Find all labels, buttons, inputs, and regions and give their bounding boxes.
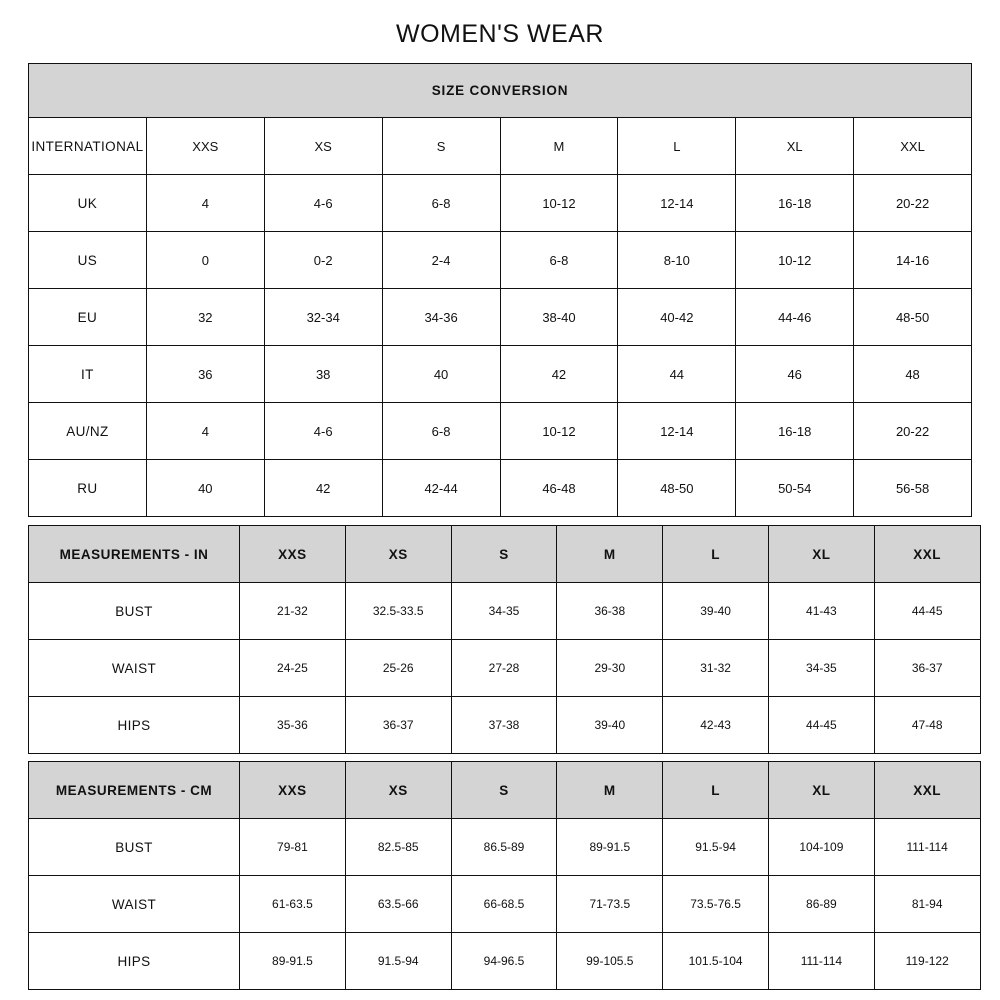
table-banner-row [29,64,972,118]
cell: 50-54 [736,460,854,517]
cell: 79-81 [240,819,346,876]
table-row [29,876,981,933]
cell: 40-42 [618,289,736,346]
cell: 2-4 [382,232,500,289]
cell: 31-32 [663,640,769,697]
cell: 27-28 [451,640,557,697]
cell: 39-40 [557,697,663,754]
cell: 4 [146,403,264,460]
column-header-m: M [557,762,663,819]
cell: 56-58 [854,460,972,517]
cell: 48-50 [854,289,972,346]
cell: 10-12 [500,403,618,460]
column-header-xs: XS [264,118,382,175]
cell: 94-96.5 [451,933,557,990]
cell: 40 [382,346,500,403]
table-header-row [29,118,972,175]
cell: 4-6 [264,175,382,232]
cell: 73.5-76.5 [663,876,769,933]
row-label: IT [29,346,147,403]
column-header-xs: XS [345,526,451,583]
table-row [29,289,972,346]
table-row [29,346,972,403]
cell: 71-73.5 [557,876,663,933]
cell: 91.5-94 [345,933,451,990]
cell: 34-35 [451,583,557,640]
measurements-cm-table [28,761,981,990]
row-label: WAIST [29,640,240,697]
cell: 46 [736,346,854,403]
table-row [29,460,972,517]
column-header-xs: XS [345,762,451,819]
cell: 6-8 [382,403,500,460]
cell: 61-63.5 [240,876,346,933]
cell: 16-18 [736,175,854,232]
row-label: BUST [29,583,240,640]
column-header-xxs: XXS [240,762,346,819]
row-label: HIPS [29,933,240,990]
column-header-s: S [382,118,500,175]
cell: 20-22 [854,175,972,232]
column-header-xl: XL [736,118,854,175]
row-label: HIPS [29,697,240,754]
row-label: EU [29,289,147,346]
cell: 8-10 [618,232,736,289]
column-header-s: S [451,762,557,819]
cell: 34-35 [768,640,874,697]
table-row [29,175,972,232]
cell: 44-45 [874,583,980,640]
cell: 10-12 [500,175,618,232]
column-header-international: INTERNATIONAL [29,118,147,175]
cell: 40 [146,460,264,517]
table-row [29,933,981,990]
cell: 21-32 [240,583,346,640]
cell: 44-46 [736,289,854,346]
cell: 89-91.5 [557,819,663,876]
row-label: RU [29,460,147,517]
cell: 12-14 [618,175,736,232]
cell: 39-40 [663,583,769,640]
cell: 47-48 [874,697,980,754]
cell: 48-50 [618,460,736,517]
row-label: WAIST [29,876,240,933]
cell: 4-6 [264,403,382,460]
cell: 24-25 [240,640,346,697]
column-header-xxs: XXS [146,118,264,175]
cell: 0 [146,232,264,289]
table-row [29,403,972,460]
cell: 32 [146,289,264,346]
cell: 36-37 [345,697,451,754]
table-spacer [28,754,972,761]
column-header-xl: XL [768,762,874,819]
cell: 25-26 [345,640,451,697]
table-header-row [29,526,981,583]
cell: 101.5-104 [663,933,769,990]
column-header-l: L [618,118,736,175]
column-header-measurements-in: MEASUREMENTS - IN [29,526,240,583]
column-header-xxl: XXL [874,526,980,583]
cell: 29-30 [557,640,663,697]
table-spacer [28,517,972,525]
column-header-l: L [663,762,769,819]
cell: 42 [500,346,618,403]
cell: 36-37 [874,640,980,697]
table-row [29,640,981,697]
cell: 10-12 [736,232,854,289]
table-row [29,697,981,754]
cell: 32.5-33.5 [345,583,451,640]
cell: 36 [146,346,264,403]
size-conversion-table [28,63,972,517]
cell: 81-94 [874,876,980,933]
cell: 14-16 [854,232,972,289]
cell: 46-48 [500,460,618,517]
cell: 38 [264,346,382,403]
column-header-m: M [500,118,618,175]
cell: 44-45 [768,697,874,754]
cell: 20-22 [854,403,972,460]
table-row [29,232,972,289]
cell: 86-89 [768,876,874,933]
column-header-xxl: XXL [874,762,980,819]
cell: 66-68.5 [451,876,557,933]
column-header-xl: XL [768,526,874,583]
cell: 111-114 [768,933,874,990]
row-label: BUST [29,819,240,876]
cell: 4 [146,175,264,232]
row-label: US [29,232,147,289]
cell: 91.5-94 [663,819,769,876]
cell: 34-36 [382,289,500,346]
cell: 42 [264,460,382,517]
cell: 16-18 [736,403,854,460]
cell: 111-114 [874,819,980,876]
row-label: UK [29,175,147,232]
cell: 119-122 [874,933,980,990]
cell: 99-105.5 [557,933,663,990]
column-header-m: M [557,526,663,583]
column-header-xxl: XXL [854,118,972,175]
cell: 89-91.5 [240,933,346,990]
cell: 6-8 [382,175,500,232]
cell: 38-40 [500,289,618,346]
cell: 12-14 [618,403,736,460]
cell: 42-44 [382,460,500,517]
cell: 41-43 [768,583,874,640]
column-header-l: L [663,526,769,583]
column-header-s: S [451,526,557,583]
cell: 6-8 [500,232,618,289]
cell: 42-43 [663,697,769,754]
size-conversion-banner: SIZE CONVERSION [29,64,972,118]
measurements-inches-table [28,525,981,754]
table-header-row [29,762,981,819]
cell: 35-36 [240,697,346,754]
cell: 32-34 [264,289,382,346]
cell: 36-38 [557,583,663,640]
cell: 0-2 [264,232,382,289]
cell: 82.5-85 [345,819,451,876]
table-row [29,819,981,876]
column-header-measurements-cm: MEASUREMENTS - CM [29,762,240,819]
cell: 44 [618,346,736,403]
cell: 104-109 [768,819,874,876]
page-title: WOMEN'S WEAR [396,20,604,48]
cell: 48 [854,346,972,403]
cell: 37-38 [451,697,557,754]
cell: 63.5-66 [345,876,451,933]
cell: 86.5-89 [451,819,557,876]
table-row [29,583,981,640]
column-header-xxs: XXS [240,526,346,583]
row-label: AU/NZ [29,403,147,460]
